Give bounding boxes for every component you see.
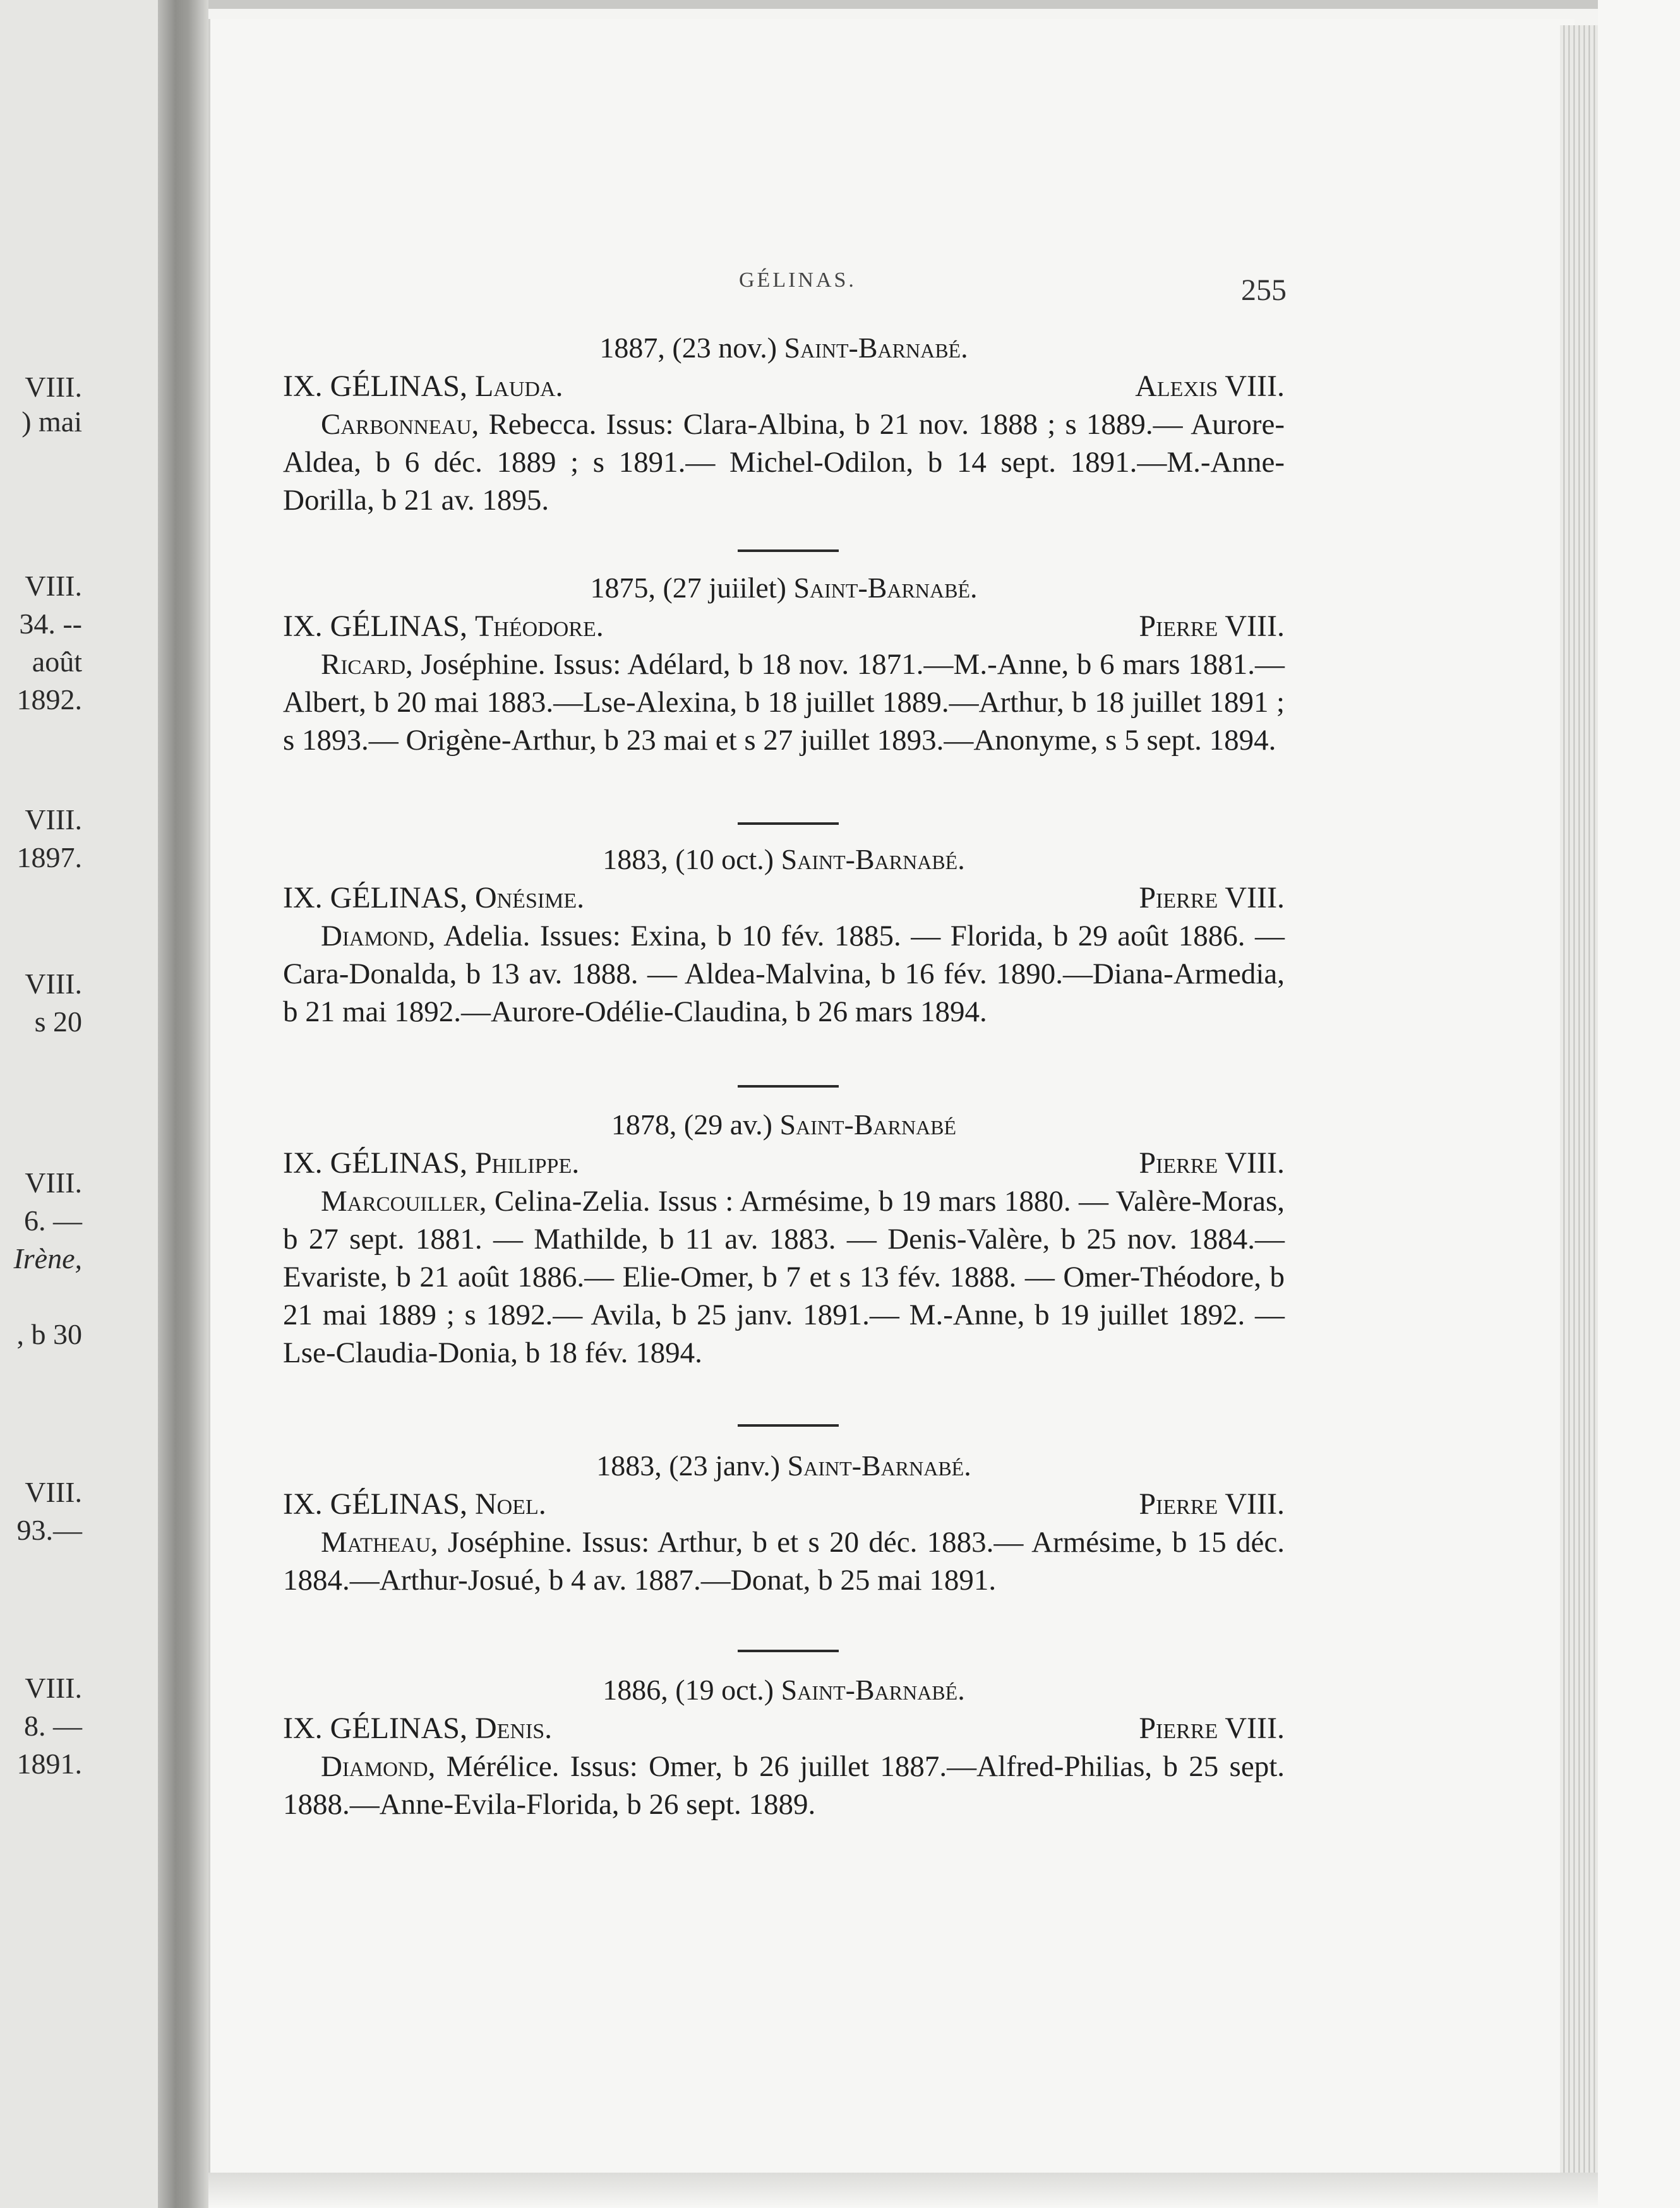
marriage-date: 1878, (29 av.) <box>611 1108 772 1141</box>
left-fragment: VIII. <box>25 1672 82 1704</box>
generation-number: IX. <box>283 1487 323 1521</box>
spouse-surname: Matheau, <box>321 1526 438 1559</box>
section-divider <box>738 549 839 552</box>
parish-name: Saint-Barnabé. <box>787 1449 971 1482</box>
book-gutter <box>158 0 208 2208</box>
marriage-date: 1883, (23 janv.) <box>596 1449 781 1482</box>
entry-heading <box>283 1105 1285 1144</box>
genealogy-entry <box>283 1446 1285 1599</box>
given-name: Philippe. <box>474 1146 580 1180</box>
spouse-surname: Ricard, <box>321 648 413 681</box>
left-fragment: , b 30 <box>16 1318 82 1350</box>
left-fragment: VIII. <box>25 968 82 1000</box>
section-divider <box>738 1085 839 1088</box>
entry-body <box>283 1523 1285 1599</box>
entry-body <box>283 405 1285 519</box>
surname: GÉLINAS, <box>330 1487 467 1521</box>
parent-reference: Pierre VIII. <box>1139 881 1285 915</box>
left-fragment: 1891. <box>16 1748 82 1780</box>
entry-heading <box>283 1446 1285 1485</box>
children-list: Joséphine. Issus: Adélard, b 18 nov. 1871.—M.-Anne, b 6 mars 1881.—Albert, b 20 mai 1883.—Lse-Alexina, b 18 juillet 1889.—Arthur, b 18 juillet 1891 ; s 1893.— Origène-Arthur, b 23 mai et s 27 juillet 1893.—Anonyme, s 5 sept. 1894. <box>283 648 1285 757</box>
left-fragment: août <box>32 645 82 678</box>
parish-name: Saint-Barnabé. <box>781 1674 965 1706</box>
entry-heading <box>283 328 1285 368</box>
left-fragment: VIII. <box>25 803 82 836</box>
left-fragment: 1897. <box>16 841 82 873</box>
page-stack-edge <box>1560 25 1598 2185</box>
children-list: Celina-Zelia. Issus : Armésime, b 19 mars 1880. — Valère-Moras, b 27 sept. 1881. — Mathilde, b 11 av. 1883. — Denis-Valère, b 25 nov. 1884.— Evariste, b 21 août 1886.— Elie-Omer, b 7 et s 13 fév. 1888. — Omer-Théodore, b 21 mai 1889 ; s 1892.— Avila, b 25 janv. 1891.— M.-Anne, b 19 juillet 1892. — Lse-Claudia-Donia, b 18 fév. 1894. <box>283 1185 1285 1369</box>
marriage-date: 1886, (19 oct.) <box>603 1674 774 1706</box>
left-page-edge <box>0 0 171 2208</box>
left-fragment: 1892. <box>16 683 82 716</box>
left-fragment: 93.— <box>16 1514 82 1546</box>
name-line <box>283 1144 1285 1182</box>
entry-body <box>283 645 1285 759</box>
name-line <box>283 368 1285 405</box>
genealogy-entry <box>283 328 1285 519</box>
left-fragment: VIII. <box>25 570 82 602</box>
children-list: Adelia. Issues: Exina, b 10 fév. 1885. — Florida, b 29 août 1886. — Cara-Donalda, b 13 av. 1888. — Aldea-Malvina, b 16 fév. 1890.—Diana-Armedia, b 21 mai 1892.—Aurore-Odélie-Claudina, b 26 mars 1894. <box>283 920 1285 1028</box>
given-name: Lauda. <box>474 369 563 403</box>
scan-border <box>0 0 1680 9</box>
running-head: GÉLINAS. <box>739 268 856 292</box>
entry-heading <box>283 1671 1285 1710</box>
spouse-surname: Carbonneau, <box>321 408 479 441</box>
scan-margin <box>1598 0 1680 2208</box>
parent-reference: Pierre VIII. <box>1139 609 1285 643</box>
left-fragment: ) mai <box>21 405 82 438</box>
generation-number: IX. <box>283 609 323 643</box>
parish-name: Saint-Barnabé. <box>793 572 978 604</box>
left-fragment: VIII. <box>25 371 82 403</box>
genealogy-entry <box>283 1105 1285 1372</box>
spouse-surname: Marcouiller, <box>321 1185 487 1218</box>
entry-heading <box>283 840 1285 879</box>
given-name: Onésime. <box>474 881 585 915</box>
given-name: Théodore. <box>474 609 604 643</box>
section-divider <box>738 1424 839 1427</box>
entry-body <box>283 1748 1285 1823</box>
section-divider <box>738 1650 839 1652</box>
spouse-surname: Diamond, <box>321 1750 436 1783</box>
entry-body <box>283 1182 1285 1372</box>
given-name: Denis. <box>474 1712 553 1745</box>
name-line <box>283 879 1285 917</box>
left-fragment: Irène, <box>13 1242 82 1275</box>
given-name: Noel. <box>474 1487 546 1521</box>
generation-number: IX. <box>283 1146 323 1180</box>
parent-reference: Alexis VIII. <box>1135 369 1285 403</box>
page-bottom-edge <box>208 2173 1598 2208</box>
generation-number: IX. <box>283 881 323 915</box>
name-line <box>283 1710 1285 1748</box>
left-fragment: 6. — <box>24 1204 82 1237</box>
entry-heading <box>283 568 1285 608</box>
parish-name: Saint-Barnabé. <box>781 843 965 875</box>
parent-reference: Pierre VIII. <box>1139 1712 1285 1745</box>
name-line <box>283 1485 1285 1523</box>
left-fragment: 34. -- <box>19 608 82 640</box>
parent-reference: Pierre VIII. <box>1139 1146 1285 1180</box>
left-fragment: VIII. <box>25 1167 82 1199</box>
parent-reference: Pierre VIII. <box>1139 1487 1285 1521</box>
generation-number: IX. <box>283 1712 323 1745</box>
section-divider <box>738 822 839 825</box>
left-fragment: VIII. <box>25 1476 82 1508</box>
name-line <box>283 608 1285 645</box>
parish-name: Saint-Barnabé <box>779 1108 957 1141</box>
marriage-date: 1875, (27 juiilet) <box>590 572 786 604</box>
children-list: Rebecca. Issus: Clara-Albina, b 21 nov. 1888 ; s 1889.— Aurore-Aldea, b 6 déc. 1889 ; s 1891.— Michel-Odilon, b 14 sept. 1891.—M.-Anne-Dorilla, b 21 av. 1895. <box>283 408 1285 517</box>
left-fragment: s 20 <box>34 1005 82 1038</box>
entry-body <box>283 917 1285 1031</box>
surname: GÉLINAS, <box>330 881 467 915</box>
generation-number: IX. <box>283 369 323 403</box>
genealogy-entry <box>283 568 1285 759</box>
genealogy-entry <box>283 1671 1285 1823</box>
surname: GÉLINAS, <box>330 369 467 403</box>
surname: GÉLINAS, <box>330 1146 467 1180</box>
marriage-date: 1887, (23 nov.) <box>599 332 777 364</box>
spouse-surname: Diamond, <box>321 920 436 952</box>
genealogy-entry <box>283 840 1285 1031</box>
surname: GÉLINAS, <box>330 609 467 643</box>
children-list: Joséphine. Issus: Arthur, b et s 20 déc. 1883.— Armésime, b 15 déc. 1884.—Arthur-Josué, b 4 av. 1887.—Donat, b 25 mai 1891. <box>283 1526 1285 1597</box>
parish-name: Saint-Barnabé. <box>784 332 968 364</box>
left-fragment: 8. — <box>24 1710 82 1742</box>
children-list: Mérélice. Issus: Omer, b 26 juillet 1887.—Alfred-Philias, b 25 sept. 1888.—Anne-Evila-Florida, b 26 sept. 1889. <box>283 1750 1285 1821</box>
page-number: 255 <box>1241 273 1287 307</box>
marriage-date: 1883, (10 oct.) <box>603 843 774 875</box>
surname: GÉLINAS, <box>330 1712 467 1745</box>
